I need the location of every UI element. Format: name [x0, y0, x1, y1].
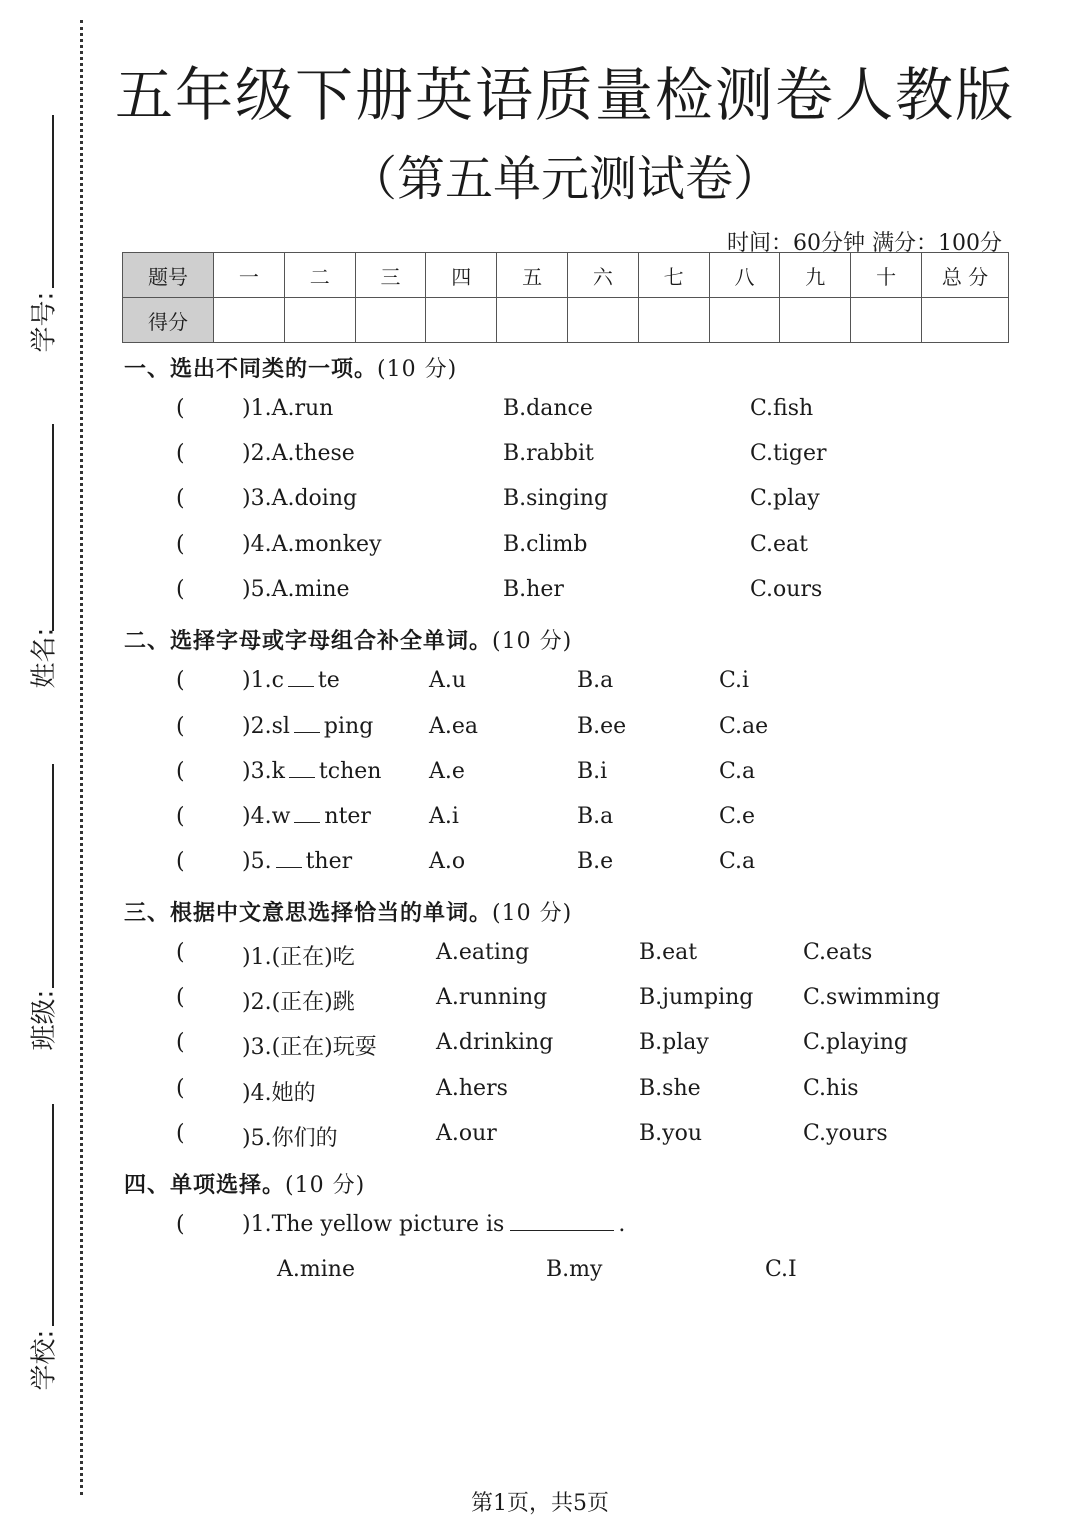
section-title-text: 二、选择字母或字母组合补全单词。	[124, 629, 493, 654]
section-4-title	[124, 1168, 365, 1199]
exam-meta: 时间：60分钟 满分：100分	[727, 231, 1002, 256]
word-with-blank	[242, 668, 340, 693]
word-suffix: tchen	[318, 759, 382, 784]
question-prompt: )1.The yellow picture is	[242, 1212, 505, 1237]
answer-paren[interactable]: (	[176, 577, 185, 602]
letter-blank[interactable]	[294, 718, 320, 733]
word-prefix: )1.c	[242, 668, 284, 693]
question-option-c: C.his	[803, 1076, 859, 1101]
question-row	[0, 1076, 1080, 1110]
question-prompt: )4.她的	[242, 1081, 316, 1106]
score-label-cell: 得分	[123, 298, 214, 343]
class-label: 班级:	[29, 989, 60, 1051]
word-prefix: )2.sl	[242, 714, 290, 739]
word-suffix: te	[317, 668, 340, 693]
question-row	[0, 1121, 1080, 1155]
letter-blank[interactable]	[288, 672, 314, 687]
question-prompt: )1.(正在)吃	[242, 945, 355, 970]
word-prefix: )5.	[242, 849, 272, 874]
question-option-b: B.my	[546, 1257, 603, 1282]
question-option-c: C.swimming	[803, 985, 941, 1010]
question-option-b: B.ee	[577, 714, 627, 739]
page-subtitle: （第五单元测试卷）	[348, 151, 781, 207]
score-cell: 二	[284, 253, 355, 298]
question-prompt: )2.(正在)跳	[242, 990, 355, 1015]
question-row	[0, 396, 1080, 430]
question-option-c: C.eats	[803, 940, 873, 965]
score-table-score-row	[123, 298, 1009, 343]
section-1-title	[124, 352, 457, 383]
section-2-title	[124, 624, 572, 655]
question-option-c: C.ours	[750, 577, 823, 602]
question-option-a: A.running	[436, 985, 548, 1010]
question-option-b: B.play	[639, 1030, 709, 1055]
question-option-c: C.play	[750, 486, 820, 511]
question-option-a: A.u	[429, 668, 467, 693]
score-input-cell[interactable]	[284, 298, 355, 343]
question-option-c: C.playing	[803, 1030, 908, 1055]
section-title-text: 三、根据中文意思选择恰当的单词。	[124, 901, 493, 926]
question-option-b: B.a	[577, 668, 614, 693]
score-input-cell[interactable]	[214, 298, 285, 343]
question-option-b: B.rabbit	[503, 441, 594, 466]
answer-paren[interactable]: (	[176, 1121, 185, 1146]
question-row	[0, 486, 1080, 520]
section-title-text: 四、单项选择。	[124, 1173, 286, 1198]
score-input-cell[interactable]	[567, 298, 638, 343]
answer-paren[interactable]: (	[176, 396, 185, 421]
question-row	[0, 849, 1080, 883]
question-option-b: B.she	[639, 1076, 701, 1101]
question-row	[0, 940, 1080, 974]
question-option-a: )2.A.these	[242, 441, 355, 466]
question-option-b: B.climb	[503, 532, 588, 557]
question-option-a: A.mine	[277, 1257, 355, 1282]
answer-paren[interactable]: (	[176, 1076, 185, 1101]
answer-paren[interactable]: (	[176, 940, 185, 965]
question-row	[0, 985, 1080, 1019]
word-suffix: ther	[305, 849, 353, 874]
question-prompt: )5.你们的	[242, 1126, 338, 1151]
question-sentence	[242, 1212, 625, 1237]
question-option-c: C.eat	[750, 532, 809, 557]
sentence-end: .	[618, 1212, 626, 1237]
answer-paren[interactable]: (	[176, 668, 185, 693]
question-option-c: C.a	[719, 759, 756, 784]
question-option-b: B.a	[577, 804, 614, 829]
score-cell: 三	[355, 253, 426, 298]
question-option-b: B.jumping	[639, 985, 754, 1010]
score-cell: 一	[214, 253, 285, 298]
score-cell: 六	[567, 253, 638, 298]
question-option-c: C.fish	[750, 396, 814, 421]
name-label: 姓名:	[29, 627, 60, 689]
answer-paren[interactable]: (	[176, 804, 185, 829]
score-cell: 总 分	[922, 253, 1009, 298]
word-prefix: )4.w	[242, 804, 291, 829]
answer-paren[interactable]: (	[176, 532, 185, 557]
question-option-a: A.our	[436, 1121, 497, 1146]
school-label: 学校:	[29, 1329, 60, 1391]
answer-paren[interactable]: (	[176, 441, 185, 466]
score-cell: 四	[426, 253, 497, 298]
question-option-c: C.yours	[803, 1121, 888, 1146]
letter-blank[interactable]	[294, 808, 320, 823]
question-option-b: B.dance	[503, 396, 593, 421]
question-option-a: A.o	[429, 849, 466, 874]
question-option-a: )1.A.run	[242, 396, 334, 421]
word-suffix: nter	[324, 804, 371, 829]
score-input-cell[interactable]	[780, 298, 851, 343]
section-points: (10 分)	[492, 901, 573, 926]
score-table-header-row	[123, 253, 1009, 298]
section-points: (10 分)	[492, 629, 573, 654]
question-row	[0, 1212, 1080, 1246]
page-number: 第1页，共5页	[471, 1491, 609, 1516]
question-option-b: B.e	[577, 849, 614, 874]
score-input-cell[interactable]	[709, 298, 780, 343]
word-with-blank	[242, 804, 371, 829]
question-prompt: )3.(正在)玩耍	[242, 1035, 377, 1060]
question-option-c: C.tiger	[750, 441, 827, 466]
question-option-b: B.you	[639, 1121, 703, 1146]
score-input-cell[interactable]	[426, 298, 497, 343]
question-row	[0, 1030, 1080, 1064]
score-cell: 十	[851, 253, 922, 298]
question-option-c: C.I	[765, 1257, 797, 1282]
section-title-text: 一、选出不同类的一项。	[124, 357, 378, 382]
sentence-blank[interactable]	[510, 1216, 614, 1231]
answer-paren[interactable]: (	[176, 849, 185, 874]
answer-paren[interactable]: (	[176, 714, 185, 739]
question-option-c: C.ae	[719, 714, 769, 739]
letter-blank[interactable]	[289, 763, 315, 778]
score-input-cell[interactable]	[922, 298, 1009, 343]
answer-paren[interactable]: (	[176, 1212, 185, 1237]
question-row	[0, 577, 1080, 611]
section-3-title	[124, 896, 572, 927]
question-option-c: C.e	[719, 804, 756, 829]
score-input-cell[interactable]	[638, 298, 709, 343]
question-row	[0, 532, 1080, 566]
question-option-c: C.i	[719, 668, 750, 693]
score-input-cell[interactable]	[497, 298, 568, 343]
question-option-a: )4.A.monkey	[242, 532, 382, 557]
word-with-blank	[242, 759, 381, 784]
score-cell: 七	[638, 253, 709, 298]
question-option-b: B.i	[577, 759, 608, 784]
score-input-cell[interactable]	[355, 298, 426, 343]
question-row	[0, 441, 1080, 475]
score-cell: 题号	[123, 253, 214, 298]
question-option-a: )3.A.doing	[242, 486, 358, 511]
score-table	[122, 252, 1009, 343]
score-cell: 五	[497, 253, 568, 298]
word-prefix: )3.k	[242, 759, 285, 784]
question-row	[0, 668, 1080, 702]
answer-paren[interactable]: (	[176, 486, 185, 511]
question-option-a: A.drinking	[436, 1030, 554, 1055]
section-points: (10 分)	[377, 357, 458, 382]
word-suffix: ping	[323, 714, 374, 739]
question-option-b: B.her	[503, 577, 564, 602]
question-option-a: )5.A.mine	[242, 577, 350, 602]
option-row	[0, 1257, 1080, 1291]
answer-paren[interactable]: (	[176, 759, 185, 784]
word-with-blank	[242, 849, 352, 874]
page-title: 五年级下册英语质量检测卷人教版	[114, 61, 1015, 129]
score-cell: 八	[709, 253, 780, 298]
word-with-blank	[242, 714, 373, 739]
question-option-a: A.e	[429, 759, 465, 784]
question-option-a: A.i	[429, 804, 459, 829]
student-id-label: 学号:	[29, 291, 60, 353]
question-option-b: B.eat	[639, 940, 698, 965]
question-option-a: A.eating	[436, 940, 530, 965]
letter-blank[interactable]	[276, 853, 302, 868]
question-option-c: C.a	[719, 849, 756, 874]
student-id-line	[52, 115, 54, 288]
question-row	[0, 804, 1080, 838]
question-option-a: A.hers	[436, 1076, 508, 1101]
answer-paren[interactable]: (	[176, 1030, 185, 1055]
question-row	[0, 759, 1080, 793]
section-points: (10 分)	[285, 1173, 366, 1198]
question-row	[0, 714, 1080, 748]
score-input-cell[interactable]	[851, 298, 922, 343]
answer-paren[interactable]: (	[176, 985, 185, 1010]
score-cell: 九	[780, 253, 851, 298]
question-option-a: A.ea	[429, 714, 479, 739]
question-option-b: B.singing	[503, 486, 609, 511]
